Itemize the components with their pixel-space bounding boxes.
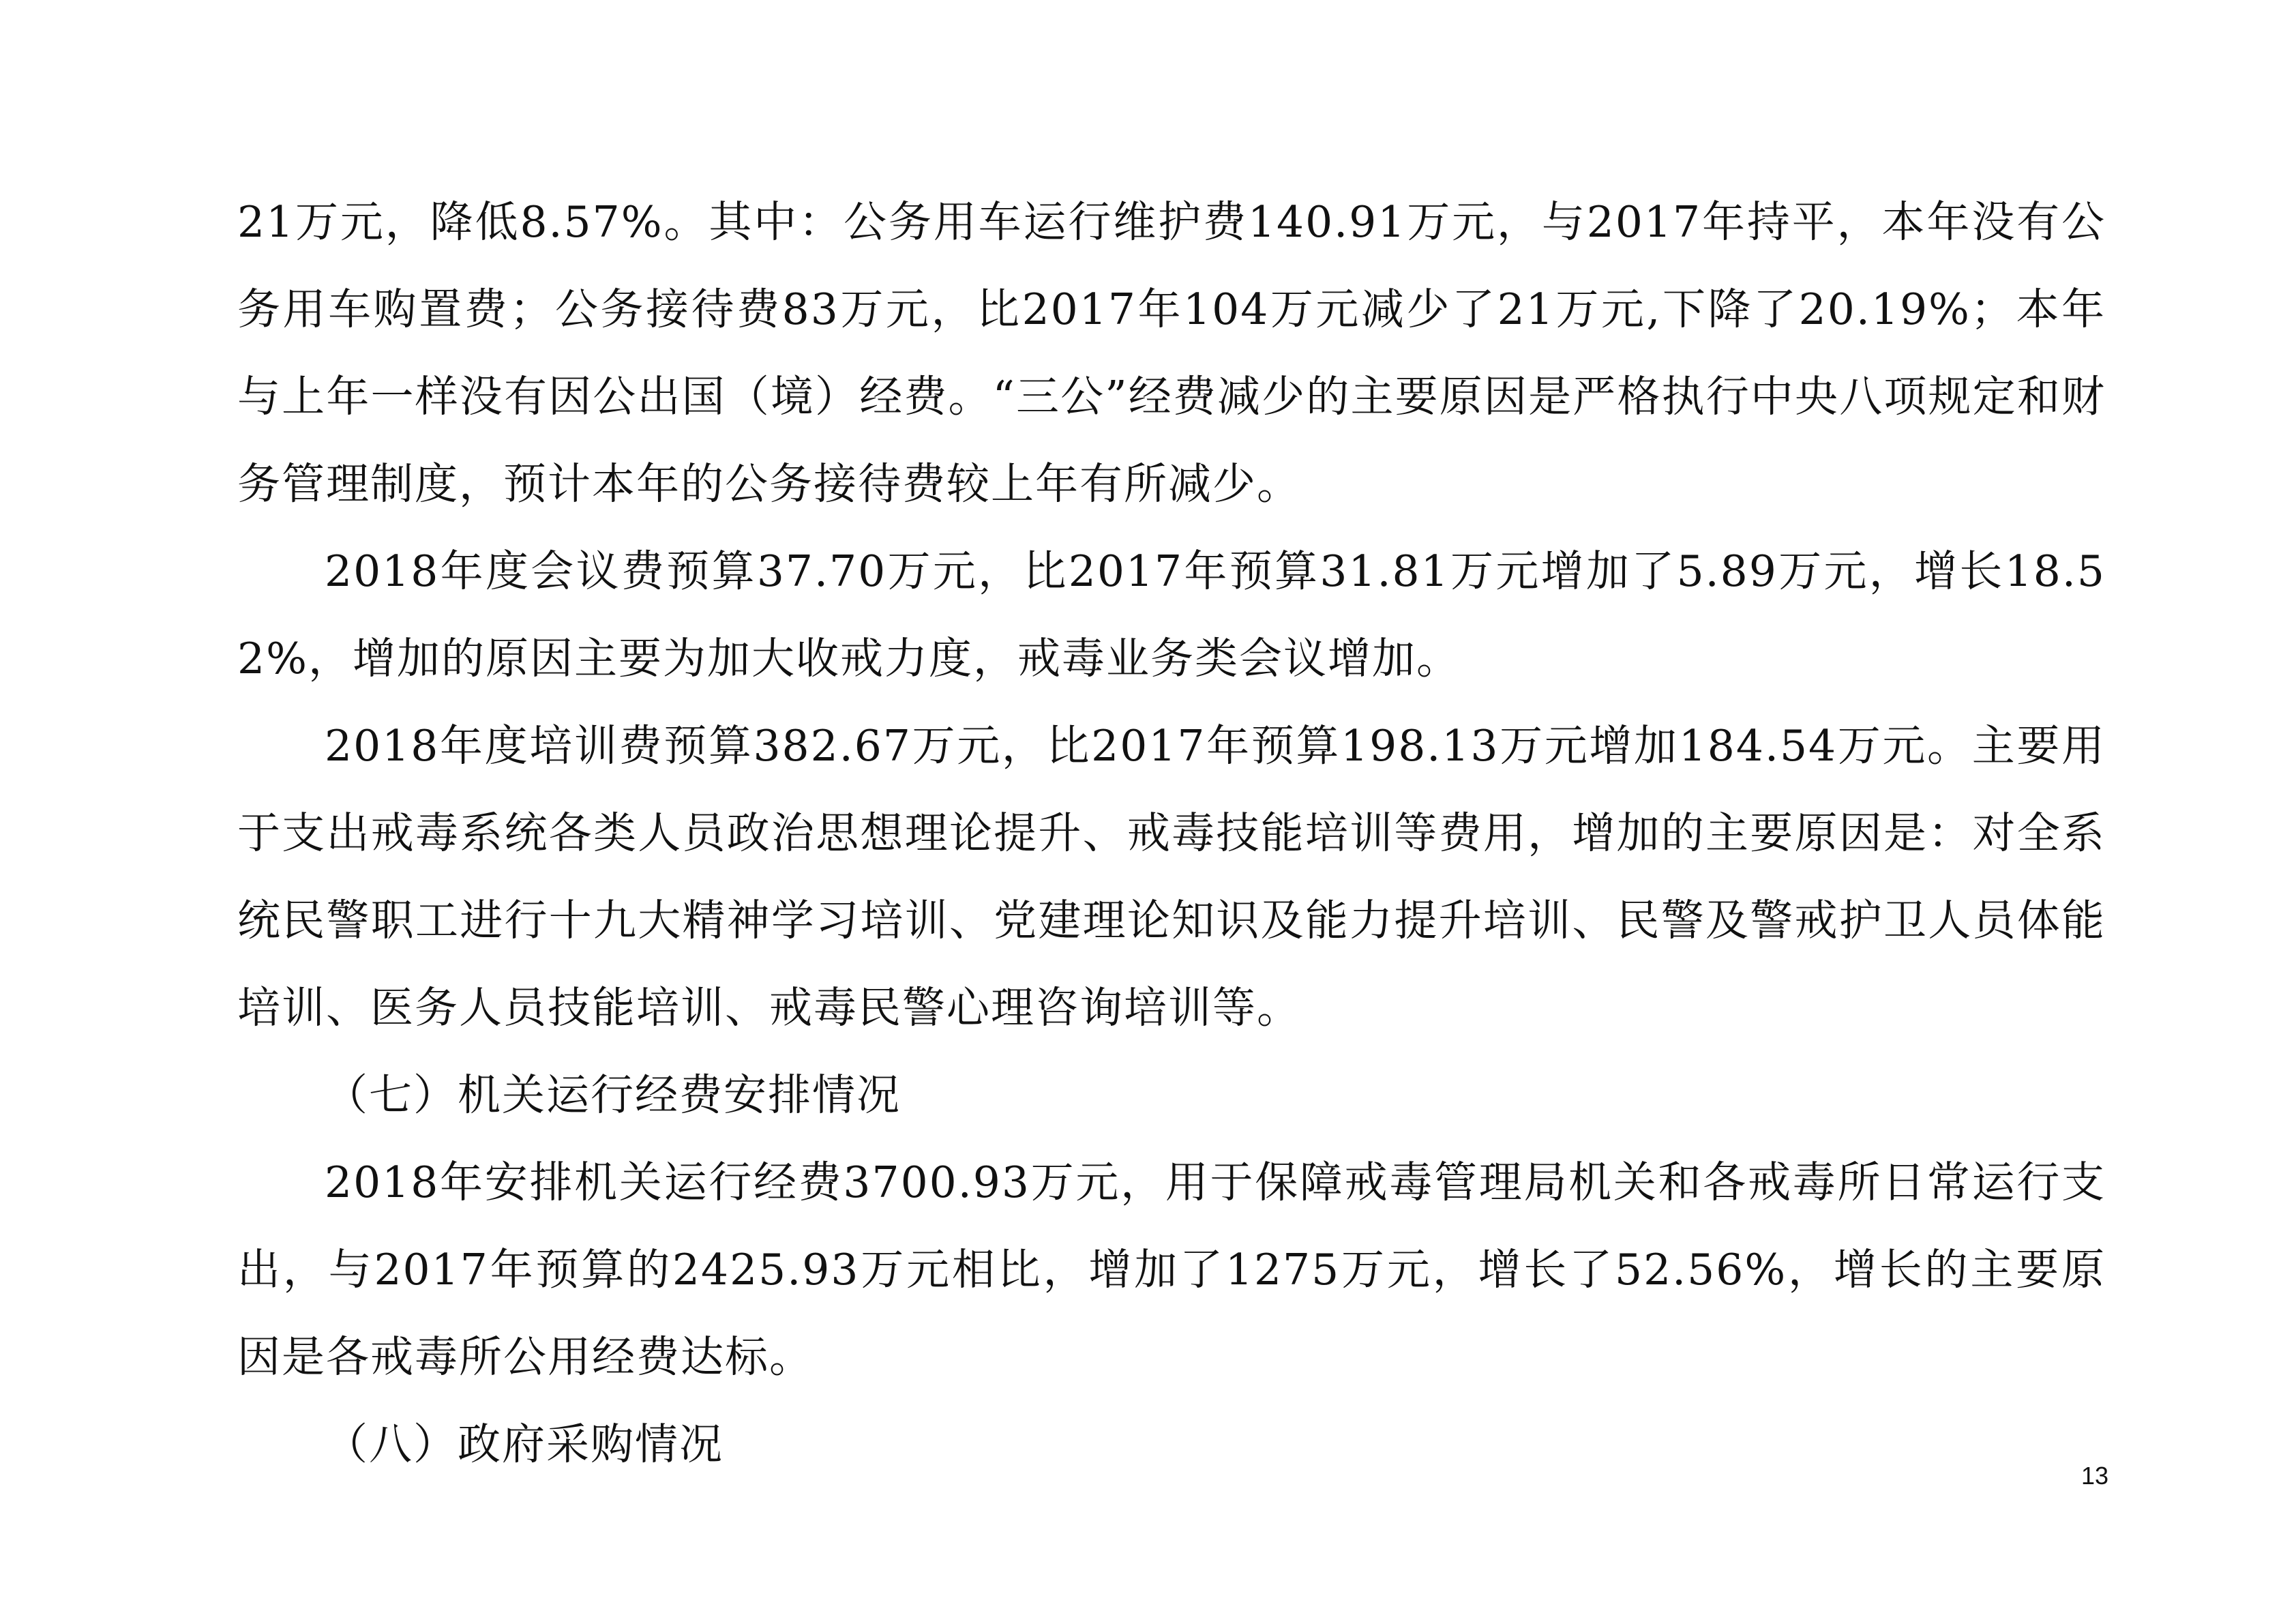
paragraph-three-public-expenses: 21万元，降低8.57%。其中：公务用车运行维护费140.91万元，与2017年持平，本年没有公务用车购置费；公务接待费83万元，比2017年104万元减少了21万元,下降了20.19%；本年与上年一样没有因公出国（境）经费。“三公”经费减少的主要原因是严格执行中央八项规定和财务管理制度，预计本年的公务接待费较上年有所减少。 [237,197,2106,509]
document-body [237,179,2109,1490]
paragraph-operating-funds: 2018年安排机关运行经费3700.93万元，用于保障戒毒管理局机关和各戒毒所日常运行支出，与2017年预算的2425.93万元相比，增加了1275万元，增长了52.56%，增长的主要原因是各戒毒所公用经费达标。 [237,1157,2106,1382]
paragraph-training-fees: 2018年度培训费预算382.67万元，比2017年预算198.13万元增加184.54万元。主要用于支出戒毒系统各类人员政治思想理论提升、戒毒技能培训等费用，增加的主要原因是：对全系统民警职工进行十九大精神学习培训、党建理论知识及能力提升培训、民警及警戒护卫人员体能培训、医务人员技能培训、戒毒民警心理咨询培训等。 [237,721,2106,1033]
paragraph-meeting-fees: 2018年度会议费预算37.70万元，比2017年预算31.81万元增加了5.89万元，增长18.52%，增加的原因主要为加大收戒力度，戒毒业务类会议增加。 [237,546,2106,683]
section-heading-operating-funds: （七）机关运行经费安排情况 [325,1070,901,1120]
section-heading-government-procurement: （八）政府采购情况 [325,1419,724,1469]
page-number: 13 [2081,1462,2109,1490]
